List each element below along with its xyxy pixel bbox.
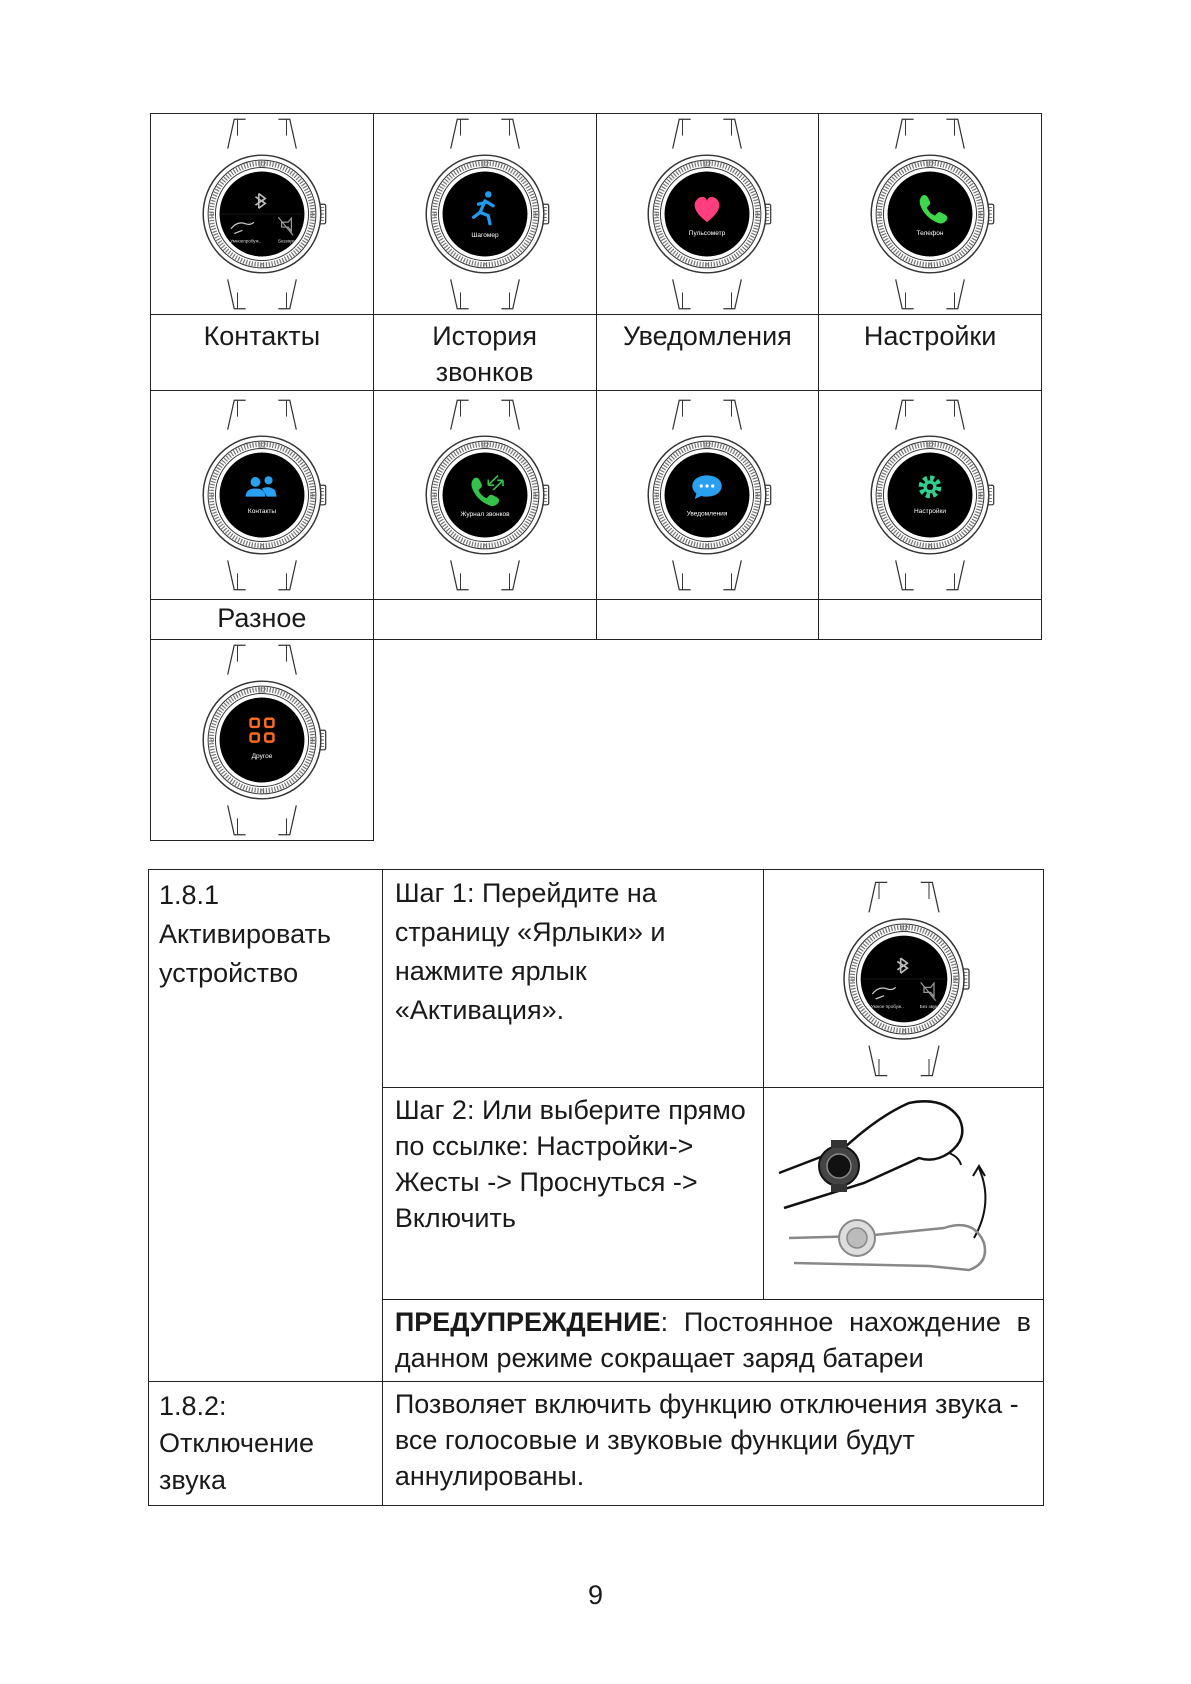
watch-cell bbox=[373, 391, 596, 600]
warning-label: ПРЕДУПРЕЖДЕНИЕ bbox=[394, 1307, 661, 1337]
shortcut-label: История звонков bbox=[373, 315, 596, 391]
watch-pedometer bbox=[385, 116, 585, 312]
step2-image bbox=[764, 1088, 1044, 1300]
watch-heart-rate bbox=[607, 116, 807, 312]
shortcuts-grid bbox=[150, 113, 1042, 841]
watch-cell bbox=[151, 114, 374, 315]
feature-table bbox=[148, 869, 1044, 1506]
watch-app-label: Журнал звонков bbox=[460, 511, 510, 519]
shortcut-label: Разное bbox=[151, 600, 374, 640]
watch-app-label: Настройки bbox=[914, 507, 947, 515]
step2-text: Шаг 2: Или выберите прямо по ссылке: Настройки-> Жесты -> Проснуться -> Включить bbox=[382, 1088, 763, 1300]
watch-cell bbox=[819, 114, 1042, 315]
watch-app-label: Пульсометр bbox=[689, 230, 726, 238]
watch-app-label: Другое bbox=[251, 752, 273, 760]
shortcut-label-empty bbox=[819, 600, 1042, 640]
watch-text-left: Умное пробуж.. bbox=[870, 1003, 904, 1009]
watch-text-right: Без звука bbox=[919, 1003, 940, 1009]
watch-call-log bbox=[385, 397, 585, 593]
shortcut-label-empty bbox=[596, 600, 819, 640]
watch-cell bbox=[819, 391, 1042, 600]
watch-cell bbox=[596, 391, 819, 600]
watch-bluetooth-gesture bbox=[162, 116, 362, 312]
mute-description: Позволяет включить функцию отключения звука - все голосовые и звуковые функции будут аннулированы. bbox=[382, 1382, 1043, 1506]
warning-text: : Постоянное нахождение в данном режиме сокращает заряд батареи bbox=[394, 1307, 1031, 1373]
watch-cell bbox=[373, 114, 596, 315]
watch-notifications bbox=[607, 397, 807, 593]
watch-cell bbox=[151, 391, 374, 600]
page-number: 9 bbox=[587, 1580, 604, 1610]
watch-other bbox=[162, 642, 362, 838]
watch-app-label: Телефон bbox=[916, 230, 944, 238]
shortcut-label: Настройки bbox=[819, 315, 1042, 391]
section-title: Активировать устройство bbox=[159, 919, 331, 988]
warning-cell bbox=[382, 1300, 1043, 1382]
shortcut-label-empty bbox=[373, 600, 596, 640]
watch-settings bbox=[830, 397, 1030, 593]
watch-cell bbox=[151, 640, 374, 841]
shortcut-label: Контакты bbox=[151, 315, 374, 391]
section-cell-1-8-1 bbox=[149, 870, 383, 1382]
watch-cell bbox=[596, 114, 819, 315]
watch-contacts bbox=[162, 397, 362, 593]
section-number: 1.8.1 bbox=[159, 880, 220, 910]
watch-text-right: Беззвука bbox=[277, 238, 297, 244]
step1-image bbox=[764, 870, 1044, 1088]
section-title: Отключение звука bbox=[159, 1428, 314, 1495]
section-number: 1.8.2: bbox=[159, 1391, 227, 1421]
watch-app-label: Шагомер bbox=[471, 231, 499, 239]
step1-text: Шаг 1: Перейдите на страницу «Ярлыки» и нажмите ярлык «Активация». bbox=[382, 870, 763, 1088]
watch-app-label: Контакты bbox=[247, 507, 276, 515]
watch-text-left: Умноепробуж.. bbox=[230, 238, 261, 244]
watch-phone bbox=[830, 116, 1030, 312]
section-cell-1-8-2 bbox=[149, 1382, 383, 1506]
shortcut-label: Уведомления bbox=[596, 315, 819, 391]
wrist-raise-illustration bbox=[769, 1088, 1039, 1288]
watch-app-label: Уведомления bbox=[687, 510, 728, 518]
watch-activation bbox=[799, 879, 1009, 1079]
